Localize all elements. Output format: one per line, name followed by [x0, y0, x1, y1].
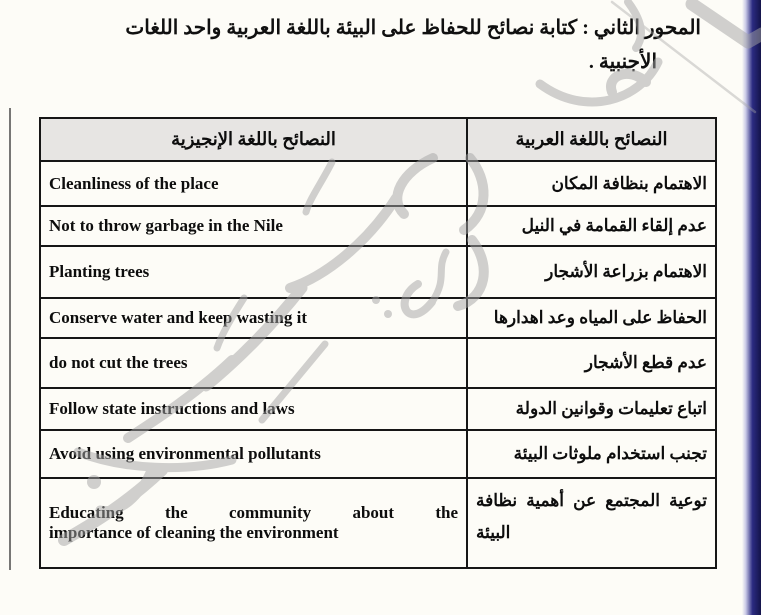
arabic-advice-cell: عدم قطع الأشجار	[467, 338, 716, 388]
scan-edge-line	[9, 108, 11, 570]
table-row	[40, 430, 716, 478]
arabic-advice-cell: تجنب استخدام ملوثات البيئة	[467, 430, 716, 478]
arabic-advice-cell: عدم إلقاء القمامة في النيل	[467, 206, 716, 246]
arabic-advice-cell: اتباع تعليمات وقوانين الدولة	[467, 388, 716, 430]
english-advice-line1: Educating the community about the	[49, 503, 458, 522]
english-advice-cell: Cleanliness of the place	[40, 161, 467, 206]
table-header-row	[40, 118, 716, 161]
arabic-advice-cell: الاهتمام بنظافة المكان	[467, 161, 716, 206]
table-row	[40, 338, 716, 388]
arabic-advice-cell: الاهتمام بزراعة الأشجار	[467, 246, 716, 298]
arabic-column-header: النصائح باللغة العربية	[467, 118, 716, 161]
english-advice-cell: Planting trees	[40, 246, 467, 298]
table-row	[40, 161, 716, 206]
page-title-line1: المحور الثاني : كتابة نصائح للحفاظ على البيئة باللغة العربية واحد اللغات	[125, 17, 701, 39]
page-title	[70, 18, 701, 72]
english-advice-cell: Follow state instructions and laws	[40, 388, 467, 430]
english-advice-line2: importance of cleaning the environment	[49, 523, 339, 542]
english-advice-cell: Avoid using environmental pollutants	[40, 430, 467, 478]
page-title-line2: الأجنبية .	[588, 51, 657, 73]
english-advice-cell: Conserve water and keep wasting it	[40, 298, 467, 338]
english-column-header: النصائح باللغة الإنجيزية	[40, 118, 467, 161]
english-advice-cell: Not to throw garbage in the Nile	[40, 206, 467, 246]
table-row	[40, 478, 716, 568]
english-advice-cell: do not cut the trees	[40, 338, 467, 388]
table-row	[40, 246, 716, 298]
arabic-advice-cell: توعية المجتمع عن أهمية نظافة البيئة	[467, 478, 716, 568]
table-row	[40, 388, 716, 430]
table-row	[40, 298, 716, 338]
english-advice-cell	[40, 478, 467, 568]
page-edge-band	[742, 0, 761, 615]
table-row	[40, 206, 716, 246]
arabic-advice-cell: الحفاظ على المياه وعد اهدارها	[467, 298, 716, 338]
advice-table	[39, 117, 717, 569]
